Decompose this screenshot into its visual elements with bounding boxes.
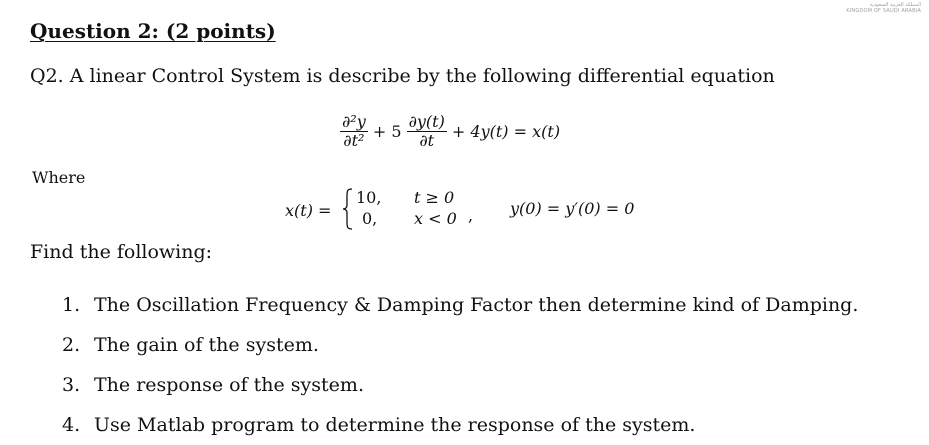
list-item-number: 1. — [62, 294, 81, 316]
fraction-denominator: ∂t — [419, 131, 435, 150]
left-brace-icon — [342, 187, 354, 231]
list-item-number: 3. — [62, 374, 81, 396]
case2-value: 0, — [362, 209, 378, 228]
separator-comma: , — [468, 206, 474, 225]
question-heading: Question 2: (2 points) — [30, 19, 276, 43]
list-item-text: The gain of the system. — [94, 334, 319, 356]
case1-value: 10, — [356, 188, 382, 207]
find-label: Find the following: — [30, 241, 213, 263]
fraction-numerator: ∂y(t) — [408, 112, 445, 131]
case2-condition: x < 0 — [414, 209, 457, 228]
fraction-denominator: ∂t² — [343, 131, 365, 150]
fraction-numerator: ∂²y — [342, 112, 366, 131]
watermark-english: KINGDOM OF SAUDI ARABIA — [846, 8, 921, 14]
where-label: Where — [32, 168, 86, 187]
list-item-text: The response of the system. — [94, 374, 364, 396]
watermark-logo-text — [826, 2, 921, 14]
case1-condition: t ≥ 0 — [414, 188, 455, 207]
first-derivative-fraction — [407, 113, 447, 150]
differential-equation — [340, 113, 560, 150]
task-list — [62, 285, 858, 445]
watermark-arabic: المملكة العربية السعودية — [869, 2, 921, 8]
list-item — [62, 405, 858, 445]
list-item — [62, 365, 858, 405]
input-lhs: x(t) = — [285, 201, 332, 220]
list-item-number: 2. — [62, 334, 81, 356]
list-item — [62, 325, 858, 365]
list-item — [62, 285, 858, 325]
list-item-text: Use Matlab program to determine the response of the system. — [94, 414, 696, 436]
second-derivative-fraction — [340, 113, 368, 150]
equation-rest: + 4y(t) = x(t) — [451, 122, 561, 141]
list-item-text: The Oscillation Frequency & Damping Factor then determine kind of Damping. — [94, 294, 859, 316]
initial-conditions: y(0) = y′(0) = 0 — [510, 199, 635, 218]
equation-plus-five: + 5 — [372, 122, 402, 141]
question-intro: Q2. A linear Control System is describe by the following differential equation — [30, 65, 775, 87]
list-item-number: 4. — [62, 414, 81, 436]
